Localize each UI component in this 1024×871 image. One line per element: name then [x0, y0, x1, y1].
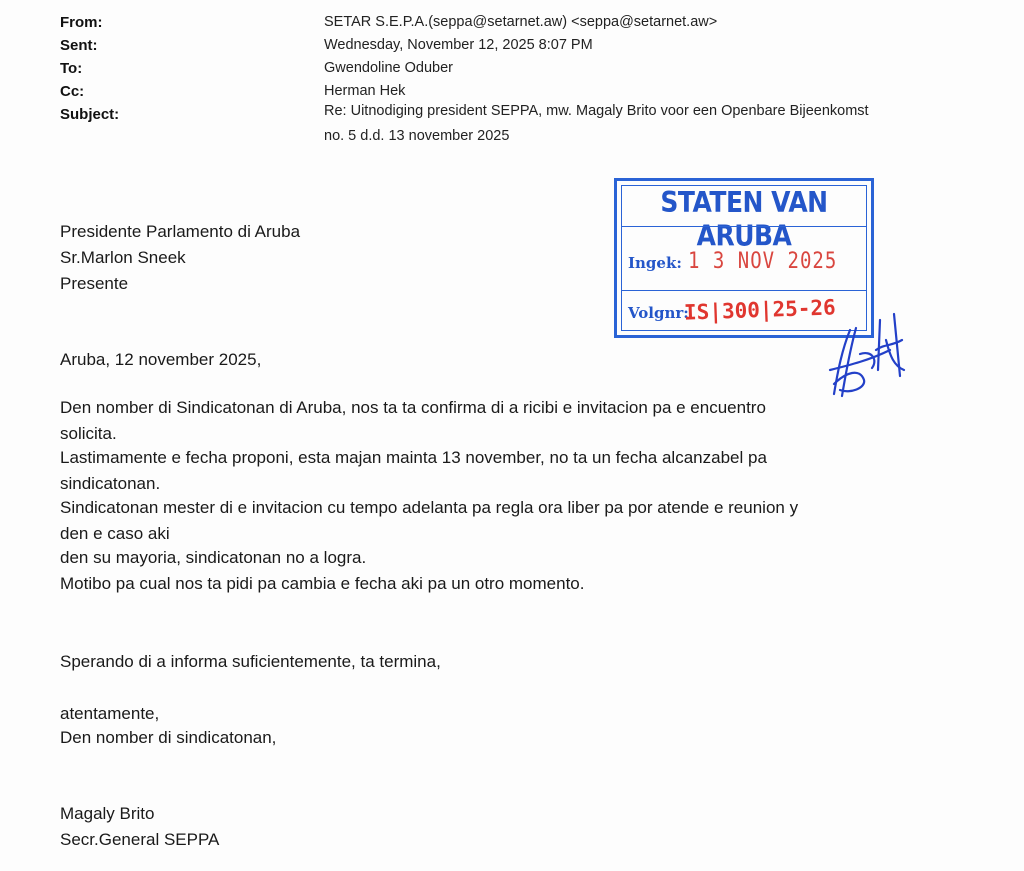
body-line: solicita. [60, 424, 117, 443]
sent-label: Sent: [60, 37, 98, 54]
stamp-ingek-date: 1 3 NOV 2025 [688, 248, 838, 274]
stamp-volgnr-label: Volgnr: [628, 304, 689, 322]
signer-title: Secr.General SEPPA [60, 830, 220, 849]
addressee-line: Presente [60, 274, 129, 293]
place-date: Aruba, 12 november 2025, [60, 350, 262, 369]
salutation: atentamente, [60, 704, 160, 723]
sent-value: Wednesday, November 12, 2025 8:07 PM [324, 37, 593, 53]
subject-line-1: Re: Uitnodiging president SEPPA, mw. Magaly Brito voor een Openbare Bijeenkomst [324, 103, 869, 119]
signer-name: Magaly Brito [60, 804, 155, 823]
from-label: From: [60, 14, 103, 31]
to-label: To: [60, 60, 83, 77]
subject-line-2: no. 5 d.d. 13 november 2025 [324, 128, 510, 144]
stamp-title: STATEN VAN ARUBA [660, 185, 828, 253]
body-line: Lastimamente e fecha proponi, esta majan mainta 13 november, no ta un fecha alcanzabel pa [60, 448, 767, 467]
subject-label: Subject: [60, 106, 120, 123]
stamp-volgnr-value: IS|300|25-26 [683, 295, 837, 325]
stamp-divider [622, 290, 866, 291]
body-line: Sindicatonan mester di e invitacion cu tempo adelanta pa regla ora liber pa por atende e reunion y [60, 498, 799, 517]
body-line: Den nomber di Sindicatonan di Aruba, nos ta ta confirma di a ricibi e invitacion pa e encuentro [60, 398, 766, 417]
to-value: Gwendoline Oduber [324, 60, 453, 76]
sender-group: Den nomber di sindicatonan, [60, 728, 277, 747]
body-line: Motibo pa cual nos ta pidi pa cambia e fecha aki pa un otro momento. [60, 574, 585, 593]
body-line: sindicatonan. [60, 474, 161, 493]
cc-value: Herman Hek [324, 83, 406, 99]
addressee-line: Presidente Parlamento di Aruba [60, 222, 301, 241]
body-line: den e caso aki [60, 524, 170, 543]
from-value: SETAR S.E.P.A.(seppa@setarnet.aw) <seppa@setarnet.aw> [324, 14, 718, 30]
body-line: den su mayoria, sindicatonan no a logra. [60, 548, 367, 567]
stamp-ingek-label: Ingek: [628, 254, 682, 272]
closing-line: Sperando di a informa suficientemente, ta termina, [60, 652, 441, 671]
stamp-divider [622, 226, 866, 227]
handwritten-initials-icon [820, 310, 930, 400]
addressee-line: Sr.Marlon Sneek [60, 248, 186, 267]
cc-label: Cc: [60, 83, 85, 100]
